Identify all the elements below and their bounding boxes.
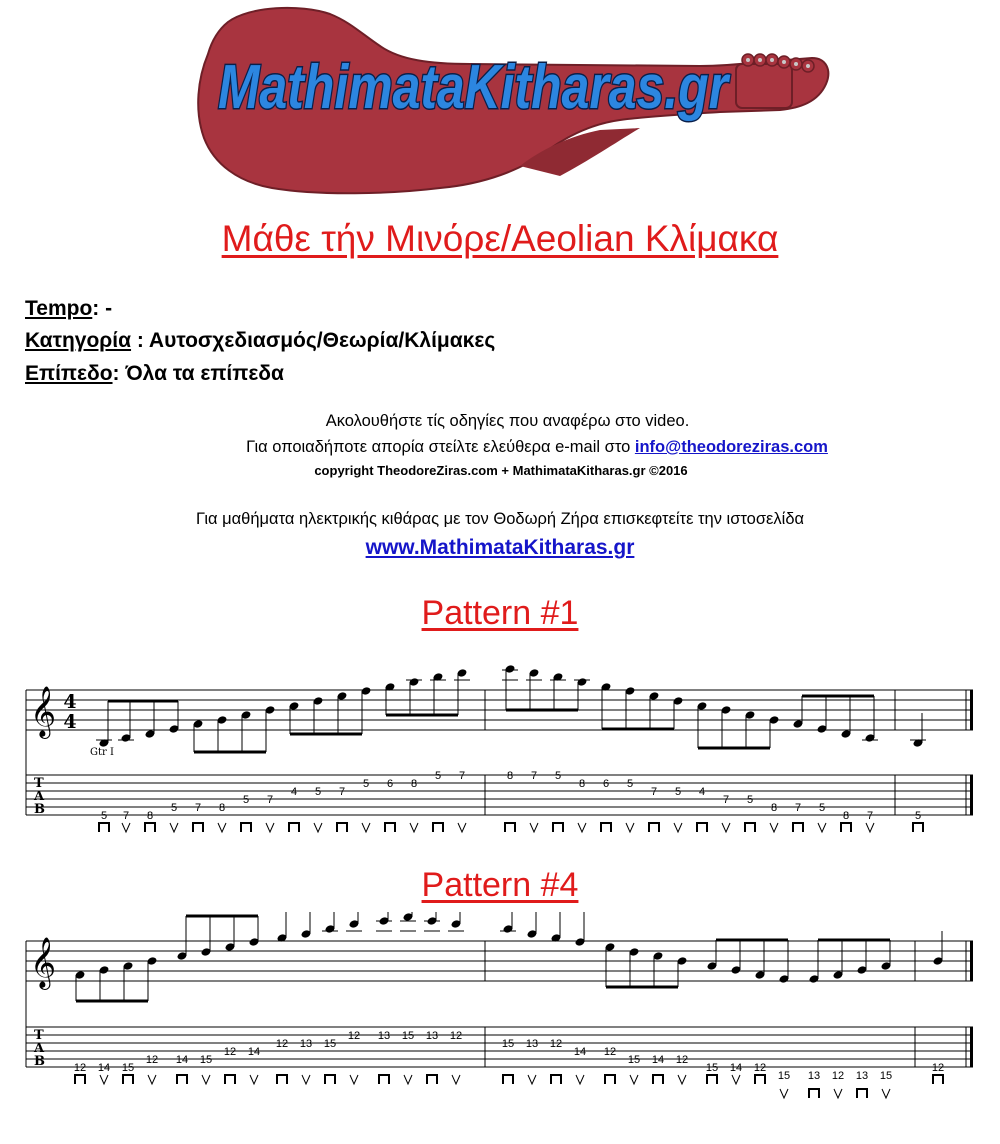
downstroke-icon [809, 1089, 819, 1098]
tab-fret-number: 8 [506, 770, 514, 782]
level-label: Επίπεδο [25, 362, 113, 385]
tab-fret-number: 5 [626, 778, 634, 790]
tab-fret-number: 14 [651, 1054, 665, 1066]
upstroke-icon [218, 823, 226, 832]
downstroke-icon [841, 823, 851, 832]
tab-fret-number: 7 [338, 786, 346, 798]
level-line [25, 362, 284, 386]
upstroke-icon [410, 823, 418, 832]
tab-fret-number: 7 [650, 786, 658, 798]
tab-fret-number: 12 [753, 1062, 767, 1074]
downstroke-icon [75, 1075, 85, 1084]
treble-clef-icon: 𝄞 [30, 937, 57, 988]
upstroke-icon [362, 823, 370, 832]
upstroke-icon [528, 1075, 536, 1084]
tab-final-barline-thick [970, 775, 973, 815]
upstroke-icon [302, 1075, 310, 1084]
upstroke-icon [722, 823, 730, 832]
downstroke-icon [745, 823, 755, 832]
website-link[interactable]: www.MathimataKitharas.gr [365, 536, 635, 559]
tab-fret-number: 12 [223, 1046, 237, 1058]
tab-fret-number: 15 [777, 1070, 791, 1082]
tab-fret-number: 8 [218, 802, 226, 814]
upstroke-icon [780, 1089, 788, 1098]
tab-fret-number: 15 [323, 1038, 337, 1050]
tab-fret-number: 15 [199, 1054, 213, 1066]
tab-fret-number: 5 [100, 810, 108, 822]
downstroke-icon [553, 823, 563, 832]
tab-fret-number: 5 [434, 770, 442, 782]
category-line [25, 329, 495, 353]
downstroke-icon [325, 1075, 335, 1084]
tab-fret-number: 6 [386, 778, 394, 790]
tab-fret-number: 12 [675, 1054, 689, 1066]
tempo-line [25, 297, 112, 321]
tab-letter: A [34, 1041, 45, 1056]
page-title: Μάθε τήν Μινόρε/Aeolian Κλίμακα [221, 218, 779, 259]
tab-fret-number: 13 [425, 1030, 439, 1042]
tab-fret-number: 15 [705, 1062, 719, 1074]
tab-fret-number: 12 [449, 1030, 463, 1042]
tab-fret-number: 7 [794, 802, 802, 814]
tab-letter: A [34, 789, 45, 804]
tab-fret-number: 8 [842, 810, 850, 822]
downstroke-icon [649, 823, 659, 832]
tab-fret-number: 14 [175, 1054, 189, 1066]
downstroke-icon [379, 1075, 389, 1084]
upstroke-icon [100, 1075, 108, 1084]
upstroke-icon [148, 1075, 156, 1084]
final-barline-thick [970, 941, 973, 981]
upstroke-icon [770, 823, 778, 832]
tab-letter: T [34, 776, 44, 791]
category-label: Κατηγορία [25, 329, 132, 352]
downstroke-icon [697, 823, 707, 832]
pattern-1-score [0, 640, 1000, 850]
website-line [0, 536, 1000, 560]
tab-fret-number: 12 [73, 1062, 87, 1074]
downstroke-icon [433, 823, 443, 832]
downstroke-icon [503, 1075, 513, 1084]
tab-fret-number: 15 [501, 1038, 515, 1050]
tab-fret-number: 14 [247, 1046, 261, 1058]
tab-fret-number: 12 [347, 1030, 361, 1042]
tab-fret-number: 13 [377, 1030, 391, 1042]
contact-line [0, 438, 1000, 457]
downstroke-icon [337, 823, 347, 832]
pattern-4-title: Pattern #4 [421, 866, 579, 904]
tab-fret-number: 7 [458, 770, 466, 782]
tab-fret-number: 5 [314, 786, 322, 798]
tab-fret-number: 5 [170, 802, 178, 814]
downstroke-icon [505, 823, 515, 832]
tempo-value: : - [92, 297, 113, 320]
downstroke-icon [857, 1089, 867, 1098]
tab-fret-number: 7 [194, 802, 202, 814]
upstroke-icon [626, 823, 634, 832]
tab-fret-number: 7 [722, 794, 730, 806]
downstroke-icon [385, 823, 395, 832]
tab-fret-number: 13 [807, 1070, 821, 1082]
tab-fret-number: 8 [770, 802, 778, 814]
time-signature: 4 [63, 711, 77, 733]
tab-fret-number: 5 [554, 770, 562, 782]
upstroke-icon [458, 823, 466, 832]
upstroke-icon [578, 823, 586, 832]
tab-letter: B [34, 802, 45, 817]
downstroke-icon [289, 823, 299, 832]
upstroke-icon [678, 1075, 686, 1084]
tab-fret-number: 14 [729, 1062, 743, 1074]
upstroke-icon [818, 823, 826, 832]
tab-fret-number: 15 [879, 1070, 893, 1082]
upstroke-icon [866, 823, 874, 832]
upstroke-icon [882, 1089, 890, 1098]
tab-fret-number: 13 [299, 1038, 313, 1050]
downstroke-icon [123, 1075, 133, 1084]
tab-fret-number: 5 [746, 794, 754, 806]
upstroke-icon [122, 823, 130, 832]
upstroke-icon [404, 1075, 412, 1084]
upstroke-icon [266, 823, 274, 832]
downstroke-icon [145, 823, 155, 832]
tab-fret-number: 14 [573, 1046, 587, 1058]
tab-fret-number: 6 [602, 778, 610, 790]
upstroke-icon [202, 1075, 210, 1084]
upstroke-icon [350, 1075, 358, 1084]
contact-text: Για οποιαδήποτε απορία στείλτε ελεύθερα e-mail στο [246, 438, 635, 456]
downstroke-icon [427, 1075, 437, 1084]
downstroke-icon [707, 1075, 717, 1084]
tab-fret-number: 4 [698, 786, 706, 798]
tab-fret-number: 5 [674, 786, 682, 798]
tab-fret-number: 8 [146, 810, 154, 822]
tab-fret-number: 13 [525, 1038, 539, 1050]
instructions-text: Ακολουθήστε τίς οδηγίες που αναφέρω στο video. [325, 412, 690, 430]
tab-final-barline-thick [970, 1027, 973, 1067]
downstroke-icon [225, 1075, 235, 1084]
downstroke-icon [793, 823, 803, 832]
tab-fret-number: 7 [866, 810, 874, 822]
tab-fret-number: 13 [855, 1070, 869, 1082]
downstroke-icon [551, 1075, 561, 1084]
tab-fret-number: 5 [242, 794, 250, 806]
tab-fret-number: 12 [549, 1038, 563, 1050]
level-value: : Όλα τα επίπεδα [112, 362, 284, 385]
copyright-text: copyright TheodoreZiras.com + MathimataKitharas.gr ©2016 [314, 463, 688, 478]
tab-letter: B [34, 1054, 45, 1069]
upstroke-icon [170, 823, 178, 832]
tab-fret-number: 7 [122, 810, 130, 822]
tab-fret-number: 12 [603, 1046, 617, 1058]
tab-fret-number: 8 [410, 778, 418, 790]
instrument-label: Gtr I [90, 747, 114, 758]
tab-fret-number: 12 [831, 1070, 845, 1082]
final-barline-thick [970, 690, 973, 730]
pattern-1-title: Pattern #1 [421, 594, 579, 632]
downstroke-icon [601, 823, 611, 832]
tab-fret-number: 5 [362, 778, 370, 790]
email-link[interactable]: info@theodoreziras.com [634, 438, 828, 456]
tab-fret-number: 14 [97, 1062, 111, 1074]
upstroke-icon [732, 1075, 740, 1084]
category-value: : Αυτοσχεδιασμός/Θεωρία/Κλίμακες [131, 329, 496, 352]
tab-fret-number: 7 [530, 770, 538, 782]
upstroke-icon [576, 1075, 584, 1084]
tab-letter: T [34, 1028, 44, 1043]
tab-fret-number: 5 [914, 810, 922, 822]
upstroke-icon [314, 823, 322, 832]
tab-fret-number: 15 [401, 1030, 415, 1042]
tab-fret-number: 7 [266, 794, 274, 806]
tab-fret-number: 15 [121, 1062, 135, 1074]
downstroke-icon [277, 1075, 287, 1084]
downstroke-icon [241, 823, 251, 832]
downstroke-icon [99, 823, 109, 832]
tempo-label: Tempo [25, 297, 93, 320]
upstroke-icon [530, 823, 538, 832]
promo-text: Για μαθήματα ηλεκτρικής κιθάρας με τον Θοδωρή Ζήρα επισκεφτείτε την ιστοσελίδα [195, 510, 805, 528]
tab-fret-number: 5 [818, 802, 826, 814]
downstroke-icon [193, 823, 203, 832]
upstroke-icon [452, 1075, 460, 1084]
treble-clef-icon: 𝄞 [30, 686, 57, 737]
upstroke-icon [630, 1075, 638, 1084]
time-signature: 4 [63, 691, 77, 713]
logo-text: MathimataKitharas.gr [218, 53, 731, 122]
tab-fret-number: 12 [931, 1062, 945, 1074]
tab-fret-number: 12 [145, 1054, 159, 1066]
tab-fret-number: 4 [290, 786, 298, 798]
downstroke-icon [933, 1075, 943, 1084]
downstroke-icon [177, 1075, 187, 1084]
upstroke-icon [250, 1075, 258, 1084]
pattern-4-score [0, 912, 1000, 1112]
downstroke-icon [755, 1075, 765, 1084]
tab-fret-number: 12 [275, 1038, 289, 1050]
downstroke-icon [653, 1075, 663, 1084]
logo [0, 0, 1000, 200]
tab-fret-number: 8 [578, 778, 586, 790]
downstroke-icon [913, 823, 923, 832]
upstroke-icon [674, 823, 682, 832]
tab-fret-number: 15 [627, 1054, 641, 1066]
downstroke-icon [605, 1075, 615, 1084]
upstroke-icon [834, 1089, 842, 1098]
